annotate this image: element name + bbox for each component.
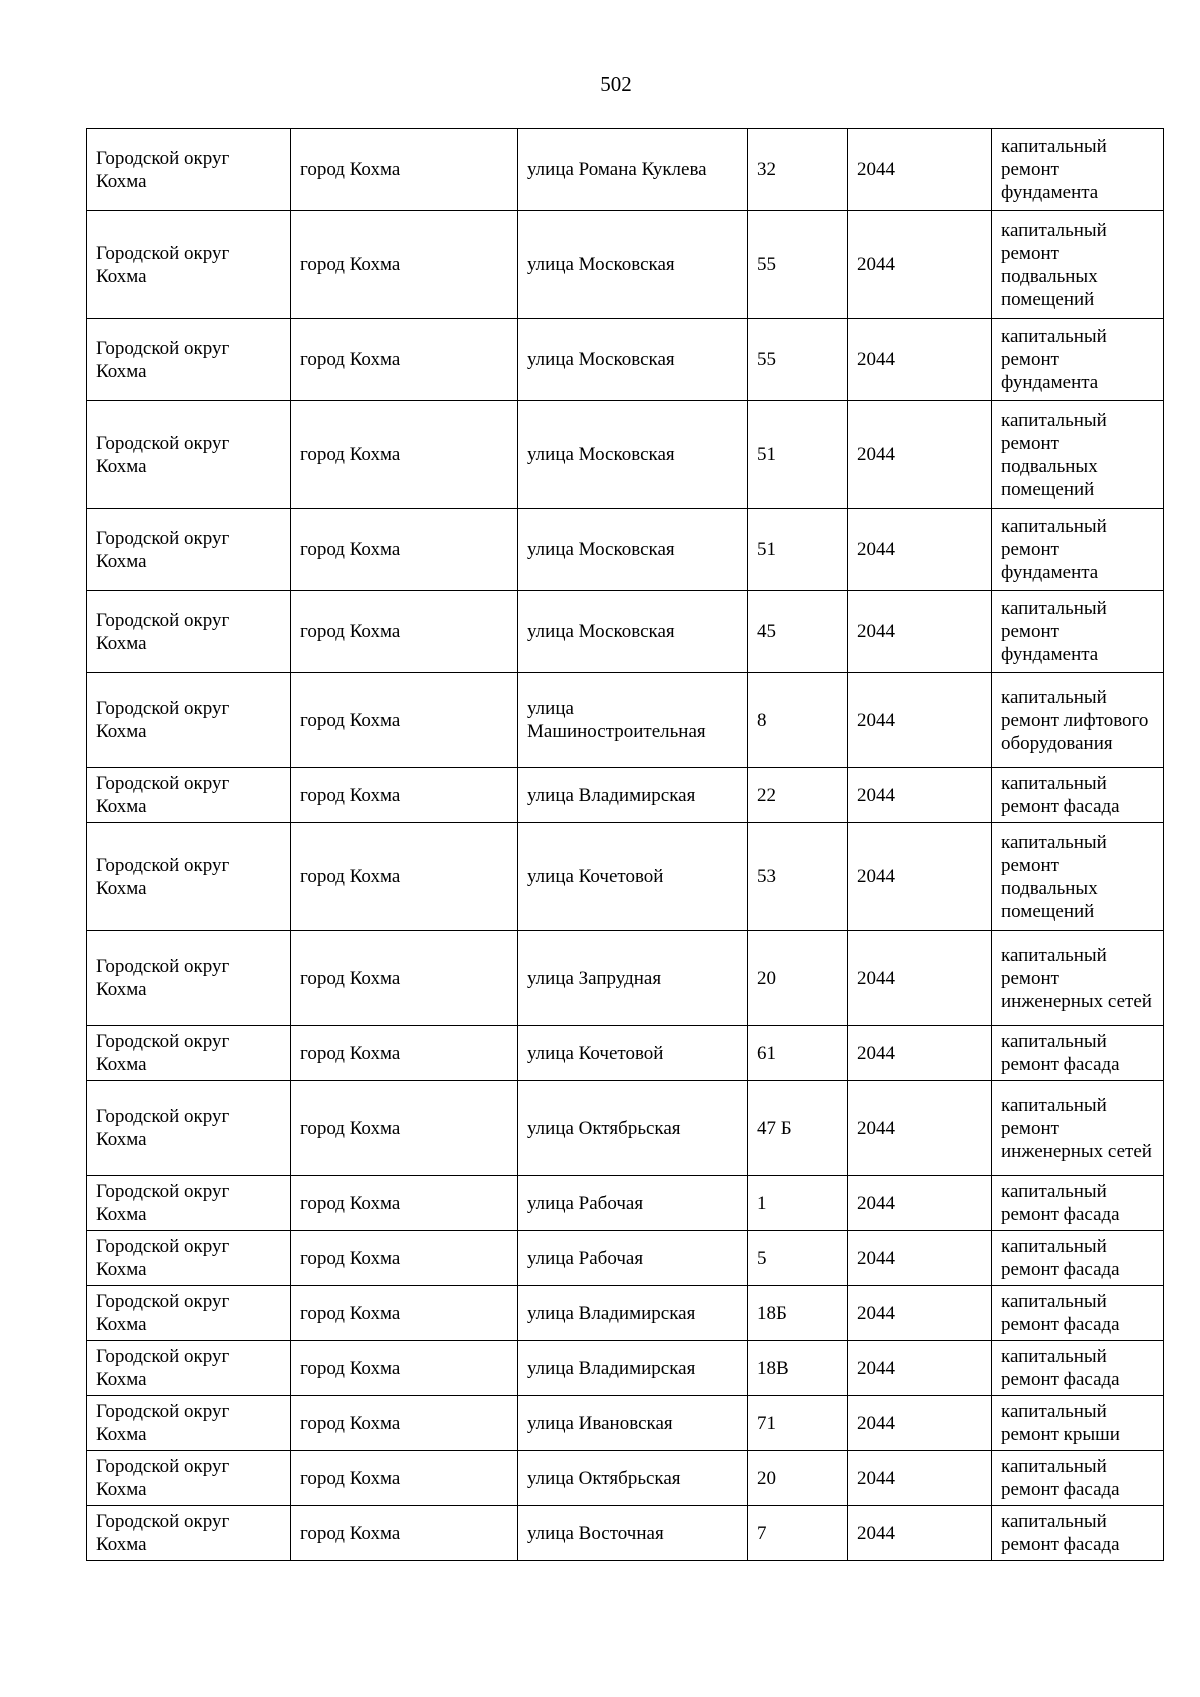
settlement-cell: город Кохма [291,509,518,591]
municipality-cell: Городской округ Кохма [87,673,291,768]
house-number-cell: 53 [748,823,848,931]
street-cell: улица Ивановская [518,1396,748,1451]
street-cell: улица Владимирская [518,768,748,823]
work-type-cell: капитальный ремонт фасада [992,1026,1164,1081]
table-row [87,768,1164,823]
street-cell: улица Рабочая [518,1176,748,1231]
street-cell: улица Рабочая [518,1231,748,1286]
table-row [87,1231,1164,1286]
settlement-cell: город Кохма [291,1341,518,1396]
settlement-cell: город Кохма [291,823,518,931]
work-type-cell: капитальный ремонт фасада [992,1176,1164,1231]
street-cell: улица Московская [518,319,748,401]
work-type-cell: капитальный ремонт фасада [992,1231,1164,1286]
settlement-cell: город Кохма [291,319,518,401]
settlement-cell: город Кохма [291,931,518,1026]
municipality-cell: Городской округ Кохма [87,1231,291,1286]
house-number-cell: 18Б [748,1286,848,1341]
street-cell: улица Романа Куклева [518,129,748,211]
work-type-cell: капитальный ремонт фасада [992,768,1164,823]
house-number-cell: 32 [748,129,848,211]
settlement-cell: город Кохма [291,673,518,768]
year-cell: 2044 [848,1176,992,1231]
municipality-cell: Городской округ Кохма [87,509,291,591]
year-cell: 2044 [848,1286,992,1341]
repair-schedule-table [86,128,1164,1561]
house-number-cell: 20 [748,931,848,1026]
year-cell: 2044 [848,129,992,211]
page-number: 502 [600,72,632,96]
municipality-cell: Городской округ Кохма [87,319,291,401]
house-number-cell: 47 Б [748,1081,848,1176]
year-cell: 2044 [848,1026,992,1081]
year-cell: 2044 [848,591,992,673]
table-row [87,673,1164,768]
table-row [87,509,1164,591]
work-type-cell: капитальный ремонт подвальных помещений [992,401,1164,509]
municipality-cell: Городской округ Кохма [87,1081,291,1176]
table-row [87,319,1164,401]
house-number-cell: 61 [748,1026,848,1081]
table-row [87,591,1164,673]
settlement-cell: город Кохма [291,1451,518,1506]
table-row [87,931,1164,1026]
year-cell: 2044 [848,931,992,1026]
year-cell: 2044 [848,401,992,509]
table-row [87,1286,1164,1341]
table-row [87,1026,1164,1081]
work-type-cell: капитальный ремонт фундамента [992,129,1164,211]
table-row [87,211,1164,319]
street-cell: улица Московская [518,401,748,509]
municipality-cell: Городской округ Кохма [87,1286,291,1341]
table-row [87,823,1164,931]
work-type-cell: капитальный ремонт фасада [992,1506,1164,1561]
house-number-cell: 55 [748,319,848,401]
table-row [87,1341,1164,1396]
year-cell: 2044 [848,1231,992,1286]
municipality-cell: Городской округ Кохма [87,401,291,509]
settlement-cell: город Кохма [291,1231,518,1286]
house-number-cell: 71 [748,1396,848,1451]
street-cell: улица Октябрьская [518,1451,748,1506]
work-type-cell: капитальный ремонт лифтового оборудования [992,673,1164,768]
work-type-cell: капитальный ремонт фундамента [992,591,1164,673]
municipality-cell: Городской округ Кохма [87,768,291,823]
year-cell: 2044 [848,1081,992,1176]
year-cell: 2044 [848,823,992,931]
work-type-cell: капитальный ремонт подвальных помещений [992,823,1164,931]
municipality-cell: Городской округ Кохма [87,1026,291,1081]
street-cell: улица Московская [518,211,748,319]
house-number-cell: 45 [748,591,848,673]
municipality-cell: Городской округ Кохма [87,1176,291,1231]
work-type-cell: капитальный ремонт подвальных помещений [992,211,1164,319]
street-cell: улица Кочетовой [518,823,748,931]
municipality-cell: Городской округ Кохма [87,591,291,673]
year-cell: 2044 [848,1451,992,1506]
year-cell: 2044 [848,768,992,823]
house-number-cell: 5 [748,1231,848,1286]
street-cell: улица Октябрьская [518,1081,748,1176]
house-number-cell: 55 [748,211,848,319]
street-cell: улица Московская [518,509,748,591]
municipality-cell: Городской округ Кохма [87,211,291,319]
settlement-cell: город Кохма [291,1506,518,1561]
house-number-cell: 7 [748,1506,848,1561]
table-row [87,1396,1164,1451]
year-cell: 2044 [848,1506,992,1561]
work-type-cell: капитальный ремонт фасада [992,1286,1164,1341]
settlement-cell: город Кохма [291,401,518,509]
house-number-cell: 20 [748,1451,848,1506]
work-type-cell: капитальный ремонт фасада [992,1451,1164,1506]
table-row [87,1451,1164,1506]
street-cell: улица Запрудная [518,931,748,1026]
table-row [87,1176,1164,1231]
municipality-cell: Городской округ Кохма [87,1506,291,1561]
work-type-cell: капитальный ремонт инженерных сетей [992,1081,1164,1176]
house-number-cell: 51 [748,401,848,509]
settlement-cell: город Кохма [291,1176,518,1231]
table-row [87,129,1164,211]
settlement-cell: город Кохма [291,768,518,823]
year-cell: 2044 [848,319,992,401]
work-type-cell: капитальный ремонт фундамента [992,319,1164,401]
house-number-cell: 8 [748,673,848,768]
municipality-cell: Городской округ Кохма [87,1341,291,1396]
table-body [87,129,1164,1561]
municipality-cell: Городской округ Кохма [87,931,291,1026]
settlement-cell: город Кохма [291,1026,518,1081]
street-cell: улица Кочетовой [518,1026,748,1081]
street-cell: улица Машиностроительная [518,673,748,768]
street-cell: улица Московская [518,591,748,673]
municipality-cell: Городской округ Кохма [87,1451,291,1506]
settlement-cell: город Кохма [291,1081,518,1176]
table-row [87,1081,1164,1176]
settlement-cell: город Кохма [291,129,518,211]
street-cell: улица Владимирская [518,1341,748,1396]
settlement-cell: город Кохма [291,1286,518,1341]
house-number-cell: 51 [748,509,848,591]
street-cell: улица Восточная [518,1506,748,1561]
work-type-cell: капитальный ремонт инженерных сетей [992,931,1164,1026]
municipality-cell: Городской округ Кохма [87,823,291,931]
house-number-cell: 1 [748,1176,848,1231]
work-type-cell: капитальный ремонт фасада [992,1341,1164,1396]
municipality-cell: Городской округ Кохма [87,129,291,211]
table-row [87,401,1164,509]
settlement-cell: город Кохма [291,211,518,319]
year-cell: 2044 [848,509,992,591]
table-row [87,1506,1164,1561]
work-type-cell: капитальный ремонт крыши [992,1396,1164,1451]
settlement-cell: город Кохма [291,591,518,673]
settlement-cell: город Кохма [291,1396,518,1451]
year-cell: 2044 [848,1341,992,1396]
year-cell: 2044 [848,211,992,319]
work-type-cell: капитальный ремонт фундамента [992,509,1164,591]
municipality-cell: Городской округ Кохма [87,1396,291,1451]
house-number-cell: 18В [748,1341,848,1396]
house-number-cell: 22 [748,768,848,823]
year-cell: 2044 [848,673,992,768]
year-cell: 2044 [848,1396,992,1451]
street-cell: улица Владимирская [518,1286,748,1341]
